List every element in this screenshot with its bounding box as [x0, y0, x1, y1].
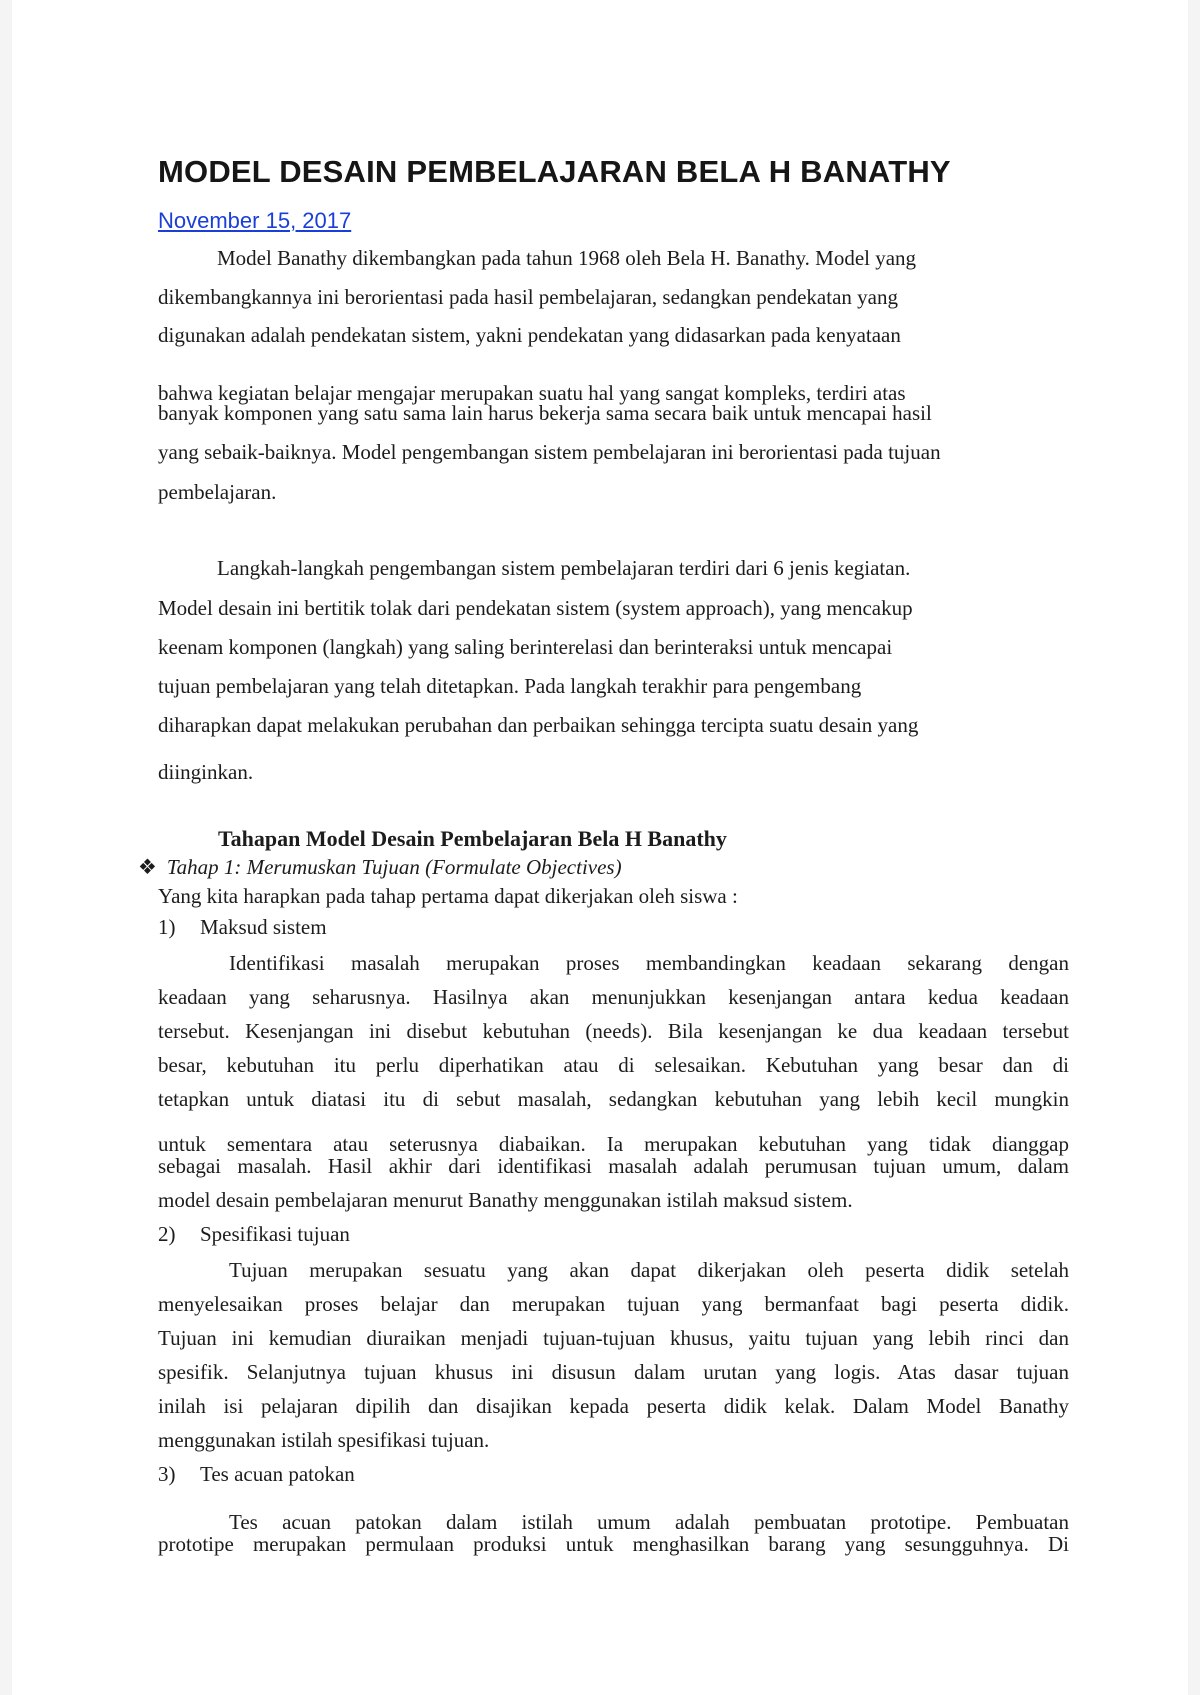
item-line: menyelesaikan proses belajar dan merupakan tujuan yang bermanfaat bagi peserta didik. [158, 1292, 1069, 1316]
paragraph-line: diinginkan. [158, 760, 254, 784]
item-line: menggunakan istilah spesifikasi tujuan. [158, 1428, 490, 1452]
diamond-bullet-icon: ❖ [138, 855, 157, 879]
item-line: besar, kebutuhan itu perlu diperhatikan atau di selesaikan. Kebutuhan yang besar dan di [158, 1053, 1069, 1077]
item-line: Tujuan merupakan sesuatu yang akan dapat dikerjakan oleh peserta didik setelah [229, 1258, 1069, 1282]
item-line: prototipe merupakan permulaan produksi untuk menghasilkan barang yang sesungguhnya. Di [158, 1532, 1069, 1556]
paragraph-line: Langkah-langkah pengembangan sistem pembelajaran terdiri dari 6 jenis kegiatan. [217, 556, 911, 580]
stage-intro: Yang kita harapkan pada tahap pertama dapat dikerjakan oleh siswa : [158, 884, 738, 908]
article-date-link[interactable]: November 15, 2017 [158, 208, 352, 233]
paragraph-line: bahwa kegiatan belajar mengajar merupakan suatu hal yang sangat kompleks, terdiri atas [158, 381, 906, 405]
paragraph-line: tujuan pembelajaran yang telah ditetapkan. Pada langkah terakhir para pengembang [158, 674, 862, 698]
paragraph-line: diharapkan dapat melakukan perubahan dan perbaikan sehingga tercipta suatu desain yang [158, 713, 919, 737]
item-line: inilah isi pelajaran dipilih dan disajikan kepada peserta didik kelak. Dalam Model Banathy [158, 1394, 1069, 1418]
item-title: Tes acuan patokan [200, 1462, 355, 1486]
item-line: Tes acuan patokan dalam istilah umum adalah pembuatan prototipe. Pembuatan [229, 1510, 1069, 1534]
item-line: sebagai masalah. Hasil akhir dari identifikasi masalah adalah perumusan tujuan umum, dalam [158, 1154, 1069, 1178]
paragraph-line: pembelajaran. [158, 480, 277, 504]
paragraph-line: dikembangkannya ini berorientasi pada hasil pembelajaran, sedangkan pendekatan yang [158, 285, 898, 309]
paragraph-line: yang sebaik-baiknya. Model pengembangan sistem pembelajaran ini berorientasi pada tujuan [158, 440, 941, 464]
document-page [12, 0, 1188, 1695]
item-line: tetapkan untuk diatasi itu di sebut masalah, sedangkan kebutuhan yang lebih kecil mungkin [158, 1087, 1069, 1111]
paragraph-line: Model Banathy dikembangkan pada tahun 1968 oleh Bela H. Banathy. Model yang [217, 246, 917, 270]
item-line: Identifikasi masalah merupakan proses membandingkan keadaan sekarang dengan [229, 951, 1069, 975]
paragraph-line: keenam komponen (langkah) yang saling berinterelasi dan berinteraksi untuk mencapai [158, 635, 893, 659]
item-title: Maksud sistem [200, 915, 327, 939]
item-line: tersebut. Kesenjangan ini disebut kebutuhan (needs). Bila kesenjangan ke dua keadaan tersebut [158, 1019, 1069, 1043]
section-heading: Tahapan Model Desain Pembelajaran Bela H Banathy [218, 826, 727, 851]
paragraph-line: banyak komponen yang satu sama lain harus bekerja sama secara baik untuk mencapai hasil [158, 401, 932, 425]
article-title: MODEL DESAIN PEMBELAJARAN BELA H BANATHY [158, 154, 951, 189]
item-line: model desain pembelajaran menurut Banathy menggunakan istilah maksud sistem. [158, 1188, 853, 1212]
stage-title [138, 855, 622, 880]
item-line: untuk sementara atau seterusnya diabaikan. Ia merupakan kebutuhan yang tidak dianggap [158, 1132, 1069, 1156]
item-line: spesifik. Selanjutnya tujuan khusus ini disusun dalam urutan yang logis. Atas dasar tujuan [158, 1360, 1069, 1384]
item-number: 1) [158, 915, 176, 939]
item-number: 3) [158, 1462, 176, 1486]
paragraph-line: digunakan adalah pendekatan sistem, yakni pendekatan yang didasarkan pada kenyataan [158, 323, 901, 347]
stage-title-text: Tahap 1: Merumuskan Tujuan (Formulate Objectives) [166, 855, 622, 879]
paragraph-line: Model desain ini bertitik tolak dari pendekatan sistem (system approach), yang mencakup [158, 596, 913, 620]
item-line: keadaan yang seharusnya. Hasilnya akan menunjukkan kesenjangan antara kedua keadaan [158, 985, 1069, 1009]
item-number: 2) [158, 1222, 176, 1246]
item-title: Spesifikasi tujuan [200, 1222, 350, 1246]
item-line: Tujuan ini kemudian diuraikan menjadi tujuan-tujuan khusus, yaitu tujuan yang lebih rinci dan [158, 1326, 1069, 1350]
